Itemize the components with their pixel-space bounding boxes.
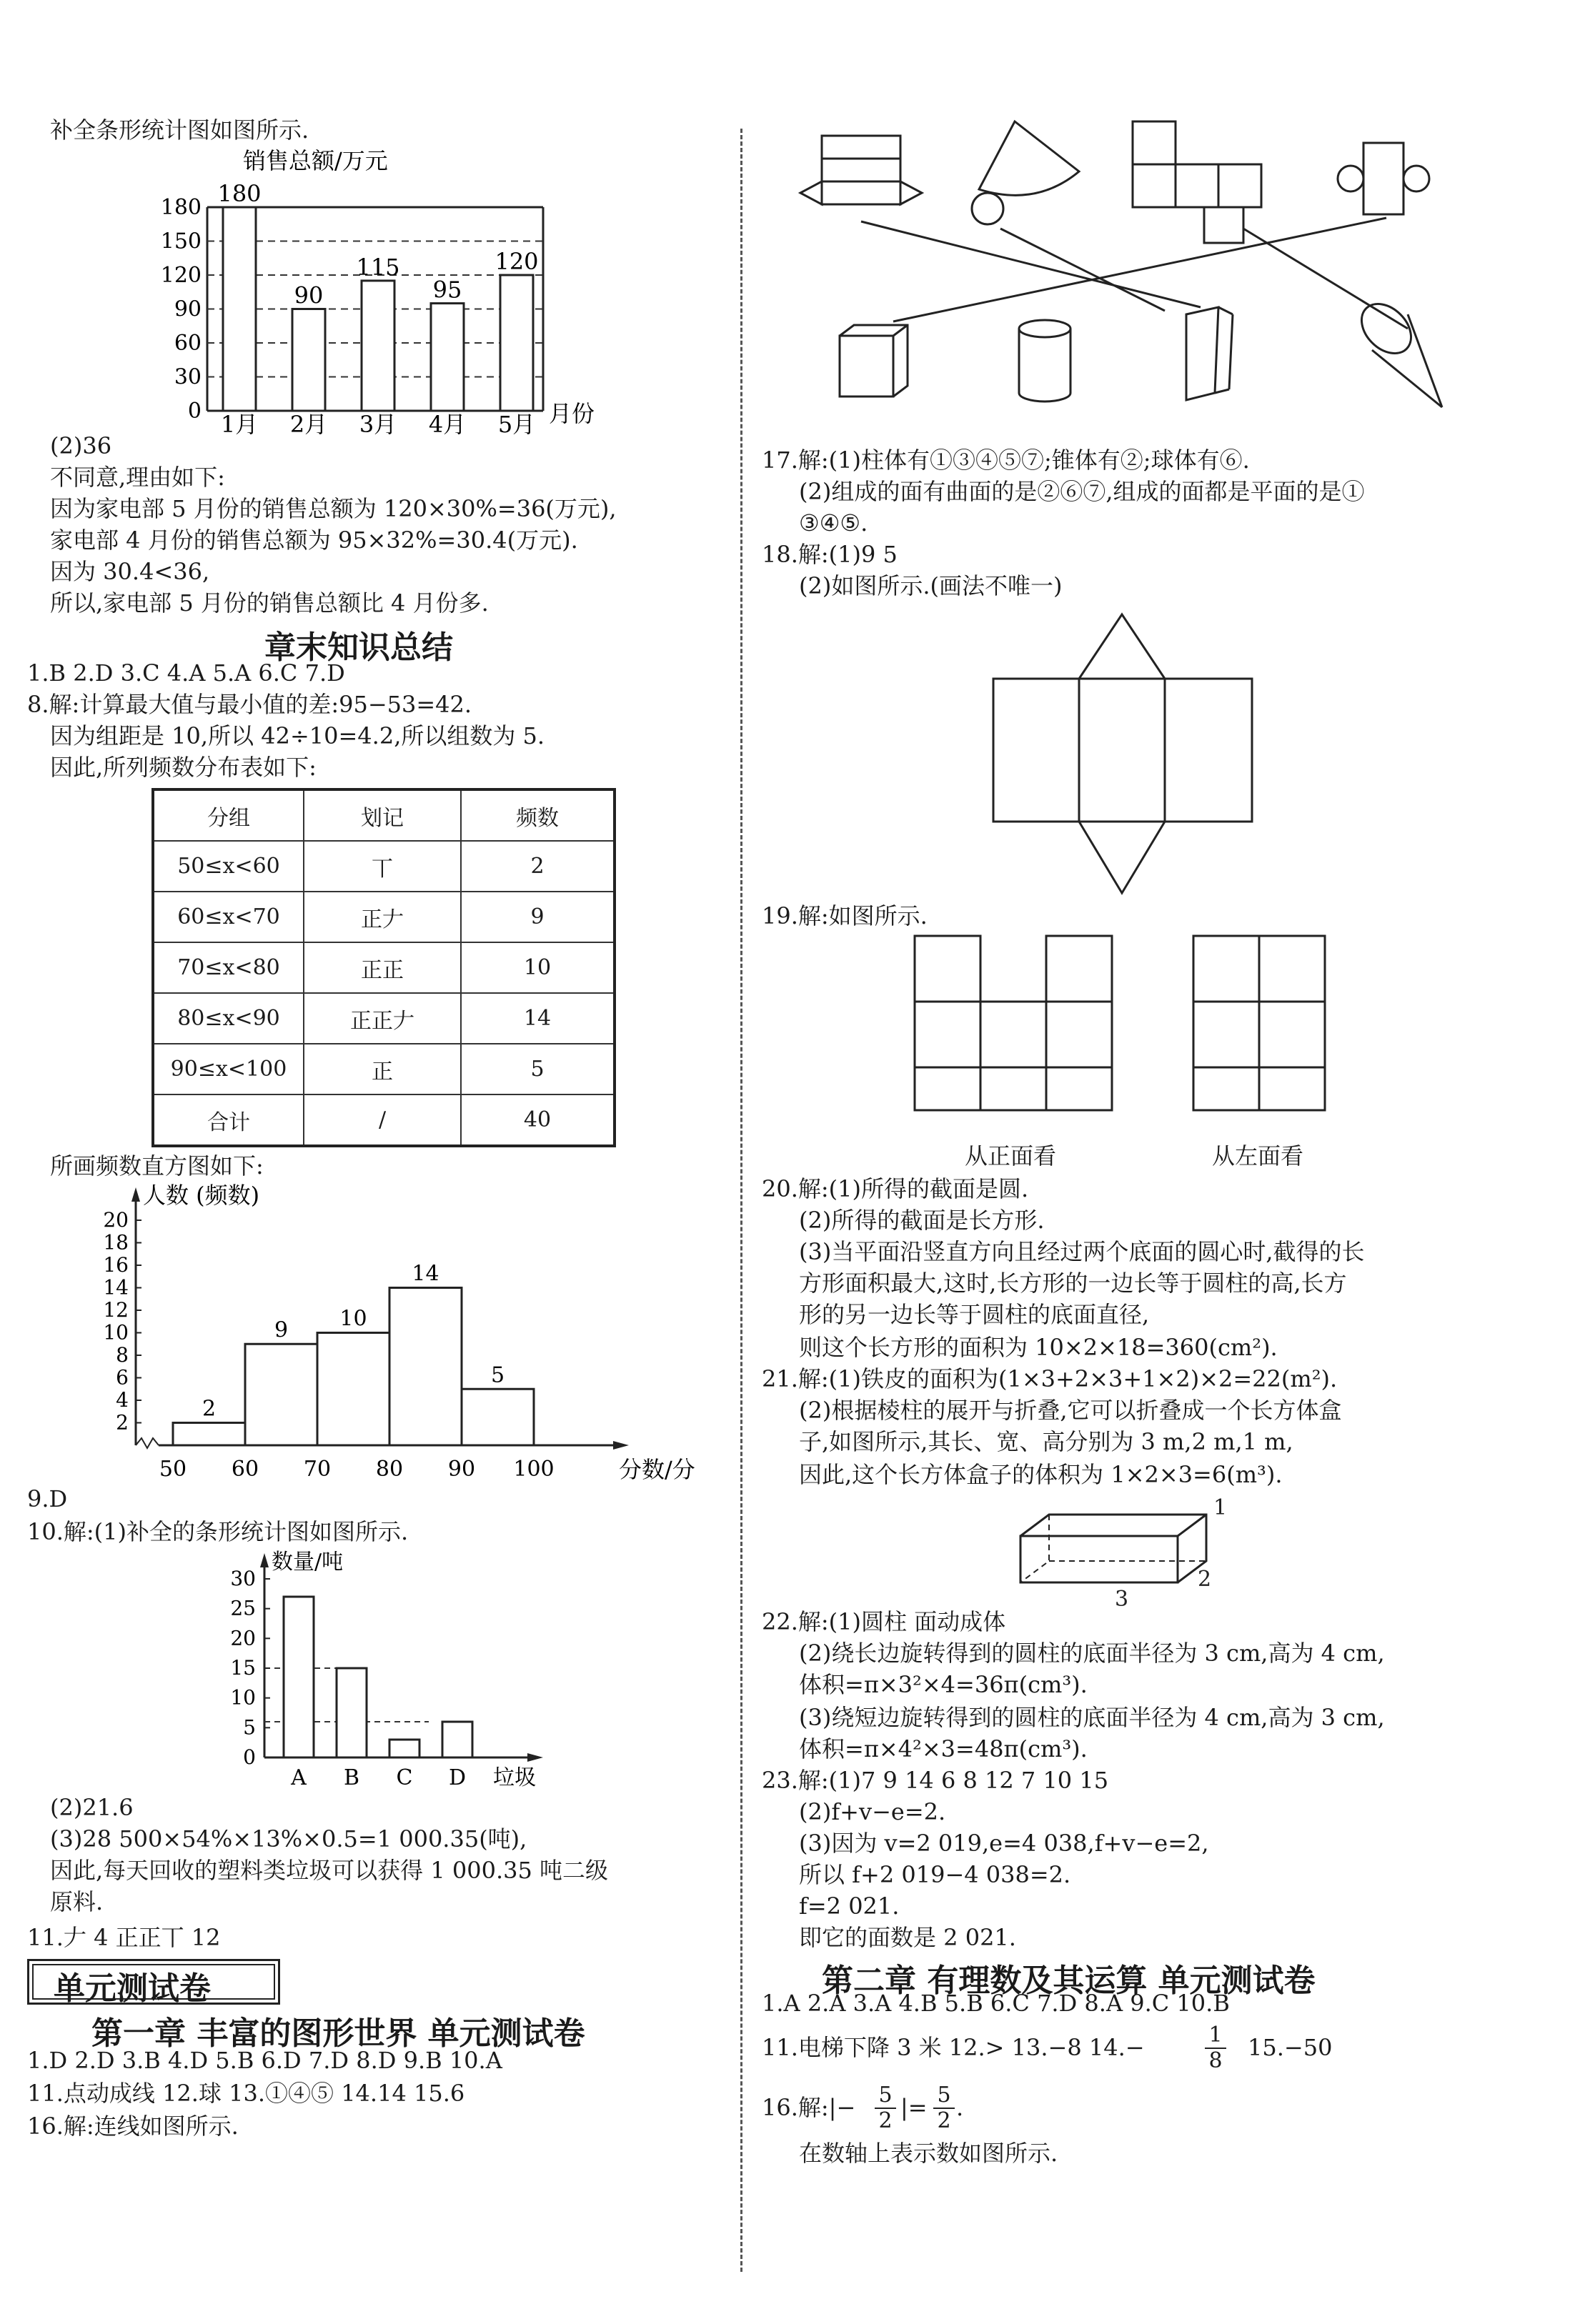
front-view-label: 从正面看	[965, 1142, 1057, 1170]
reason-1: 因为家电部 5 月份的销售总额为 120×30%=36(万元),	[50, 495, 617, 522]
reason-3: 因为 30.4<36,	[50, 558, 210, 585]
q8-line3: 因此,所列频数分布表如下:	[50, 754, 317, 781]
chart1-tick: 30	[174, 364, 202, 390]
left-view-label: 从左面看	[1212, 1142, 1304, 1170]
q21-line3: 子,如图所示,其长、宽、高分别为 3 m,2 m,1 m,	[799, 1428, 1293, 1455]
chart1-value-label: 180	[217, 180, 262, 207]
unit-test-label: 单元测试卷	[54, 1970, 211, 2007]
q18-line1: 18.解:(1)9 5	[762, 541, 898, 568]
q1-part2: (2)36	[50, 432, 112, 459]
q22-line1: 22.解:(1)圆柱 面动成体	[762, 1608, 1006, 1635]
chart2-bar	[317, 1333, 389, 1446]
chart3-bar	[337, 1668, 367, 1757]
chapter1-title: 第一章 丰富的图形世界 单元测试卷	[91, 2015, 585, 2052]
fraction-5-2: 5 2	[875, 2083, 896, 2133]
chart2-bar	[245, 1344, 317, 1445]
q20-line4: 方形面积最大,这时,长方形的一边长等于圆柱的高,长方	[799, 1270, 1347, 1297]
table-row: 60≤x<70 正𠂇 9	[153, 892, 615, 942]
chart3-category: D	[448, 1765, 467, 1790]
chart1-xlabel: 月份	[549, 400, 595, 427]
q20-line5: 形的另一边长等于圆柱的底面直径,	[799, 1301, 1150, 1328]
reason-4: 所以,家电部 5 月份的销售总额比 4 月份多.	[50, 589, 489, 617]
box-label-width: 2	[1198, 1567, 1212, 1592]
q22-line5: 体积=π×4²×3=48π(cm³).	[799, 1735, 1088, 1762]
chart2-xlabel: 分数/分	[619, 1456, 695, 1483]
frequency-histogram	[86, 1177, 695, 1492]
chart2-ylabel: 人数 (频数)	[143, 1182, 260, 1209]
chart1-tick: 0	[187, 399, 202, 424]
chapter1-q16: 16.解:连线如图所示.	[27, 2113, 239, 2140]
chart1-bar	[292, 309, 325, 412]
chart3-tick: 10	[230, 1685, 256, 1710]
q22-line2: (2)绕长边旋转得到的圆柱的底面半径为 3 cm,高为 4 cm,	[799, 1640, 1385, 1667]
chart3-category: B	[343, 1765, 360, 1790]
chart3-tick: 5	[243, 1715, 256, 1740]
q10-part2: (2)21.6	[50, 1794, 134, 1821]
chart1-value-label: 120	[495, 248, 539, 275]
sales-bar-chart	[107, 143, 622, 436]
q22-line4: (3)绕短边旋转得到的圆柱的底面半径为 4 cm,高为 3 cm,	[799, 1704, 1385, 1731]
cuboid-figure	[1015, 1486, 1229, 1612]
chart2-tick: 4	[116, 1388, 129, 1412]
table-header: 分组	[153, 789, 304, 841]
chart1-tick: 180	[160, 195, 202, 220]
q11: 11.𠂇 4 正正丅 12	[27, 1924, 221, 1951]
q9: 9.D	[27, 1485, 68, 1512]
chart2-bar	[462, 1389, 534, 1445]
q21-line4: 因此,这个长方体盒子的体积为 1×2×3=6(m³).	[799, 1461, 1283, 1488]
chapter1-fill: 11.点动成线 12.球 13.①④⑤ 14.14 15.6	[27, 2080, 465, 2107]
box-label-length: 3	[1115, 1587, 1129, 1612]
q10-line1: 10.解:(1)补全的条形统计图如图所示.	[27, 1518, 409, 1545]
q17-line3: ③④⑤.	[799, 509, 868, 537]
chart3-tick: 30	[230, 1567, 256, 1590]
q18-line2: (2)如图所示.(画法不唯一)	[799, 572, 1063, 599]
chart2-x-label: 100	[513, 1457, 555, 1482]
chart2-x-label: 80	[375, 1457, 404, 1482]
q20-line2: (2)所得的截面是长方形.	[799, 1207, 1045, 1234]
chart1-value-label: 90	[294, 281, 324, 309]
chart2-x-label: 90	[447, 1457, 476, 1482]
q20-line6: 则这个长方形的面积为 10×2×18=360(cm²).	[799, 1334, 1278, 1361]
chart1-tick: 120	[160, 263, 202, 288]
chapter2-title: 第二章 有理数及其运算 单元测试卷	[822, 1963, 1316, 1999]
chart2-tick: 8	[116, 1343, 129, 1367]
fill-part-b: 15.−50	[1248, 2034, 1333, 2061]
hist-intro: 所画频数直方图如下:	[50, 1152, 264, 1180]
q23-line1: 23.解:(1)7 9 14 6 8 12 7 10 15	[762, 1767, 1109, 1794]
chart3-category: A	[291, 1765, 307, 1790]
chart2-value-label: 5	[490, 1362, 505, 1388]
three-views-figure	[908, 929, 1351, 1122]
chart1-bar	[431, 304, 464, 411]
q23-line3: (3)因为 v=2 019,e=4 038,f+v−e=2,	[799, 1830, 1209, 1857]
chart2-tick: 2	[116, 1410, 129, 1435]
reason-2: 家电部 4 月份的销售总额为 95×32%=30.4(万元).	[50, 527, 578, 554]
chart1-bar	[500, 275, 533, 411]
q23-line6: 即它的面数是 2 021.	[799, 1924, 1016, 1951]
q21-line1: 21.解:(1)铁皮的面积为(1×3+2×3+1×2)×2=22(m²).	[762, 1365, 1338, 1392]
frequency-table	[151, 788, 616, 1147]
table-row: 50≤x<60 丅 2	[153, 841, 615, 892]
chart1-ylabel: 销售总额/万元	[243, 147, 388, 174]
chart3-tick: 0	[243, 1745, 256, 1769]
chart3-xlabel: 垃圾	[493, 1765, 536, 1790]
q10-part3b: 因此,每天回收的塑料类垃圾可以获得 1 000.35 吨二级	[50, 1857, 609, 1884]
chart2-x-label: 70	[303, 1457, 332, 1482]
chart3-bar	[442, 1722, 472, 1757]
chart2-tick: 20	[103, 1208, 129, 1232]
chart3-category: C	[396, 1765, 413, 1790]
column-divider	[740, 129, 742, 2272]
chart1-category: 1月	[220, 411, 259, 438]
waste-bar-chart	[214, 1543, 615, 1790]
chart3-tick: 20	[230, 1626, 256, 1650]
q8-line1: 8.解:计算最大值与最小值的差:95−53=42.	[27, 691, 472, 718]
q22-line3: 体积=π×3²×4=36π(cm³).	[799, 1671, 1088, 1698]
fraction-1-8: 1 8	[1205, 2023, 1226, 2073]
chart2-value-label: 2	[202, 1396, 217, 1422]
chart2-tick: 16	[103, 1253, 129, 1277]
table-header-row	[153, 789, 615, 841]
q23-line2: (2)f+v−e=2.	[799, 1798, 946, 1825]
chart2-x-label: 60	[231, 1457, 259, 1482]
chart1-value-label: 95	[432, 276, 462, 304]
table-row: 80≤x<90 正正𠂇 14	[153, 993, 615, 1044]
box-label-height: 1	[1213, 1495, 1228, 1520]
solid-matching-figure	[786, 107, 1458, 422]
table-row: 70≤x<80 正正 10	[153, 942, 615, 993]
unit-test-box	[27, 1959, 280, 2005]
chart1-bar	[223, 207, 256, 411]
chart2-bar	[173, 1423, 245, 1446]
chart1-tick: 60	[174, 331, 202, 356]
chapter1-answers: 1.D 2.D 3.B 4.D 5.B 6.D 7.D 8.D 9.B 10.A	[27, 2047, 502, 2074]
chart1-tick: 150	[160, 229, 202, 254]
q16-line2: 在数轴上表示数如图所示.	[799, 2140, 1058, 2167]
chart2-bar	[389, 1288, 462, 1446]
table-header: 划记	[304, 789, 461, 841]
answers-1-7: 1.B 2.D 3.C 4.A 5.A 6.C 7.D	[27, 659, 345, 687]
chart1-tick: 90	[174, 296, 202, 322]
bar-intro: 补全条形统计图如图所示.	[50, 116, 309, 144]
chart2-tick: 6	[116, 1365, 129, 1390]
chart3-tick: 15	[230, 1656, 256, 1680]
q8-line2: 因为组距是 10,所以 42÷10=4.2,所以组数为 5.	[50, 722, 545, 749]
q19: 19.解:如图所示.	[762, 902, 928, 929]
prism-net-figure	[986, 607, 1258, 907]
chart2-tick: 14	[103, 1275, 129, 1300]
chart1-category: 5月	[497, 411, 536, 438]
chart1-category: 3月	[359, 411, 397, 438]
chart3-bar	[389, 1740, 419, 1757]
chart1-category: 2月	[289, 411, 328, 438]
chart2-tick: 10	[103, 1320, 129, 1345]
q10-part3: (3)28 500×54%×13%×0.5=1 000.35(吨),	[50, 1825, 527, 1852]
fraction-5-2b: 5 2	[933, 2083, 955, 2133]
chart1-value-label: 115	[356, 253, 400, 281]
chart2-value-label: 9	[274, 1317, 289, 1343]
q17-line1: 17.解:(1)柱体有①③④⑤⑦;锥体有②;球体有⑥.	[762, 447, 1250, 474]
chart2-x-label: 50	[159, 1457, 187, 1482]
q20-line3: (3)当平面沿竖直方向且经过两个底面的圆心时,截得的长	[799, 1238, 1365, 1265]
q10-part3c: 原料.	[50, 1888, 104, 1915]
disagree-line: 不同意,理由如下:	[50, 464, 225, 491]
q23-line4: 所以 f+2 019−4 038=2.	[799, 1861, 1071, 1888]
chart2-value-label: 10	[339, 1306, 367, 1332]
q23-line5: f=2 021.	[799, 1892, 900, 1920]
chart1-category: 4月	[428, 411, 467, 438]
chart2-value-label: 14	[412, 1261, 439, 1287]
table-row: 90≤x<100 正 5	[153, 1044, 615, 1094]
chart3-tick: 25	[230, 1596, 256, 1620]
chart2-tick: 18	[103, 1230, 129, 1255]
chart1-bar	[362, 281, 394, 411]
q17-line2: (2)组成的面有曲面的是②⑥⑦,组成的面都是平面的是①	[799, 478, 1365, 505]
table-row: 合计 / 40	[153, 1094, 615, 1146]
q21-line2: (2)根据棱柱的展开与折叠,它可以折叠成一个长方体盒	[799, 1397, 1342, 1424]
chart3-ylabel: 数量/吨	[272, 1550, 344, 1575]
fill-part-a: 11.电梯下降 3 米 12.> 13.−8 14.−	[762, 2034, 1145, 2061]
chart3-bar	[284, 1597, 314, 1757]
section-title: 章末知识总结	[264, 629, 453, 666]
chart2-tick: 12	[103, 1298, 129, 1322]
table-header: 频数	[461, 789, 615, 841]
q20-line1: 20.解:(1)所得的截面是圆.	[762, 1175, 1029, 1202]
chapter2-answers: 1.A 2.A 3.A 4.B 5.B 6.C 7.D 8.A 9.C 10.B	[762, 1990, 1230, 2017]
